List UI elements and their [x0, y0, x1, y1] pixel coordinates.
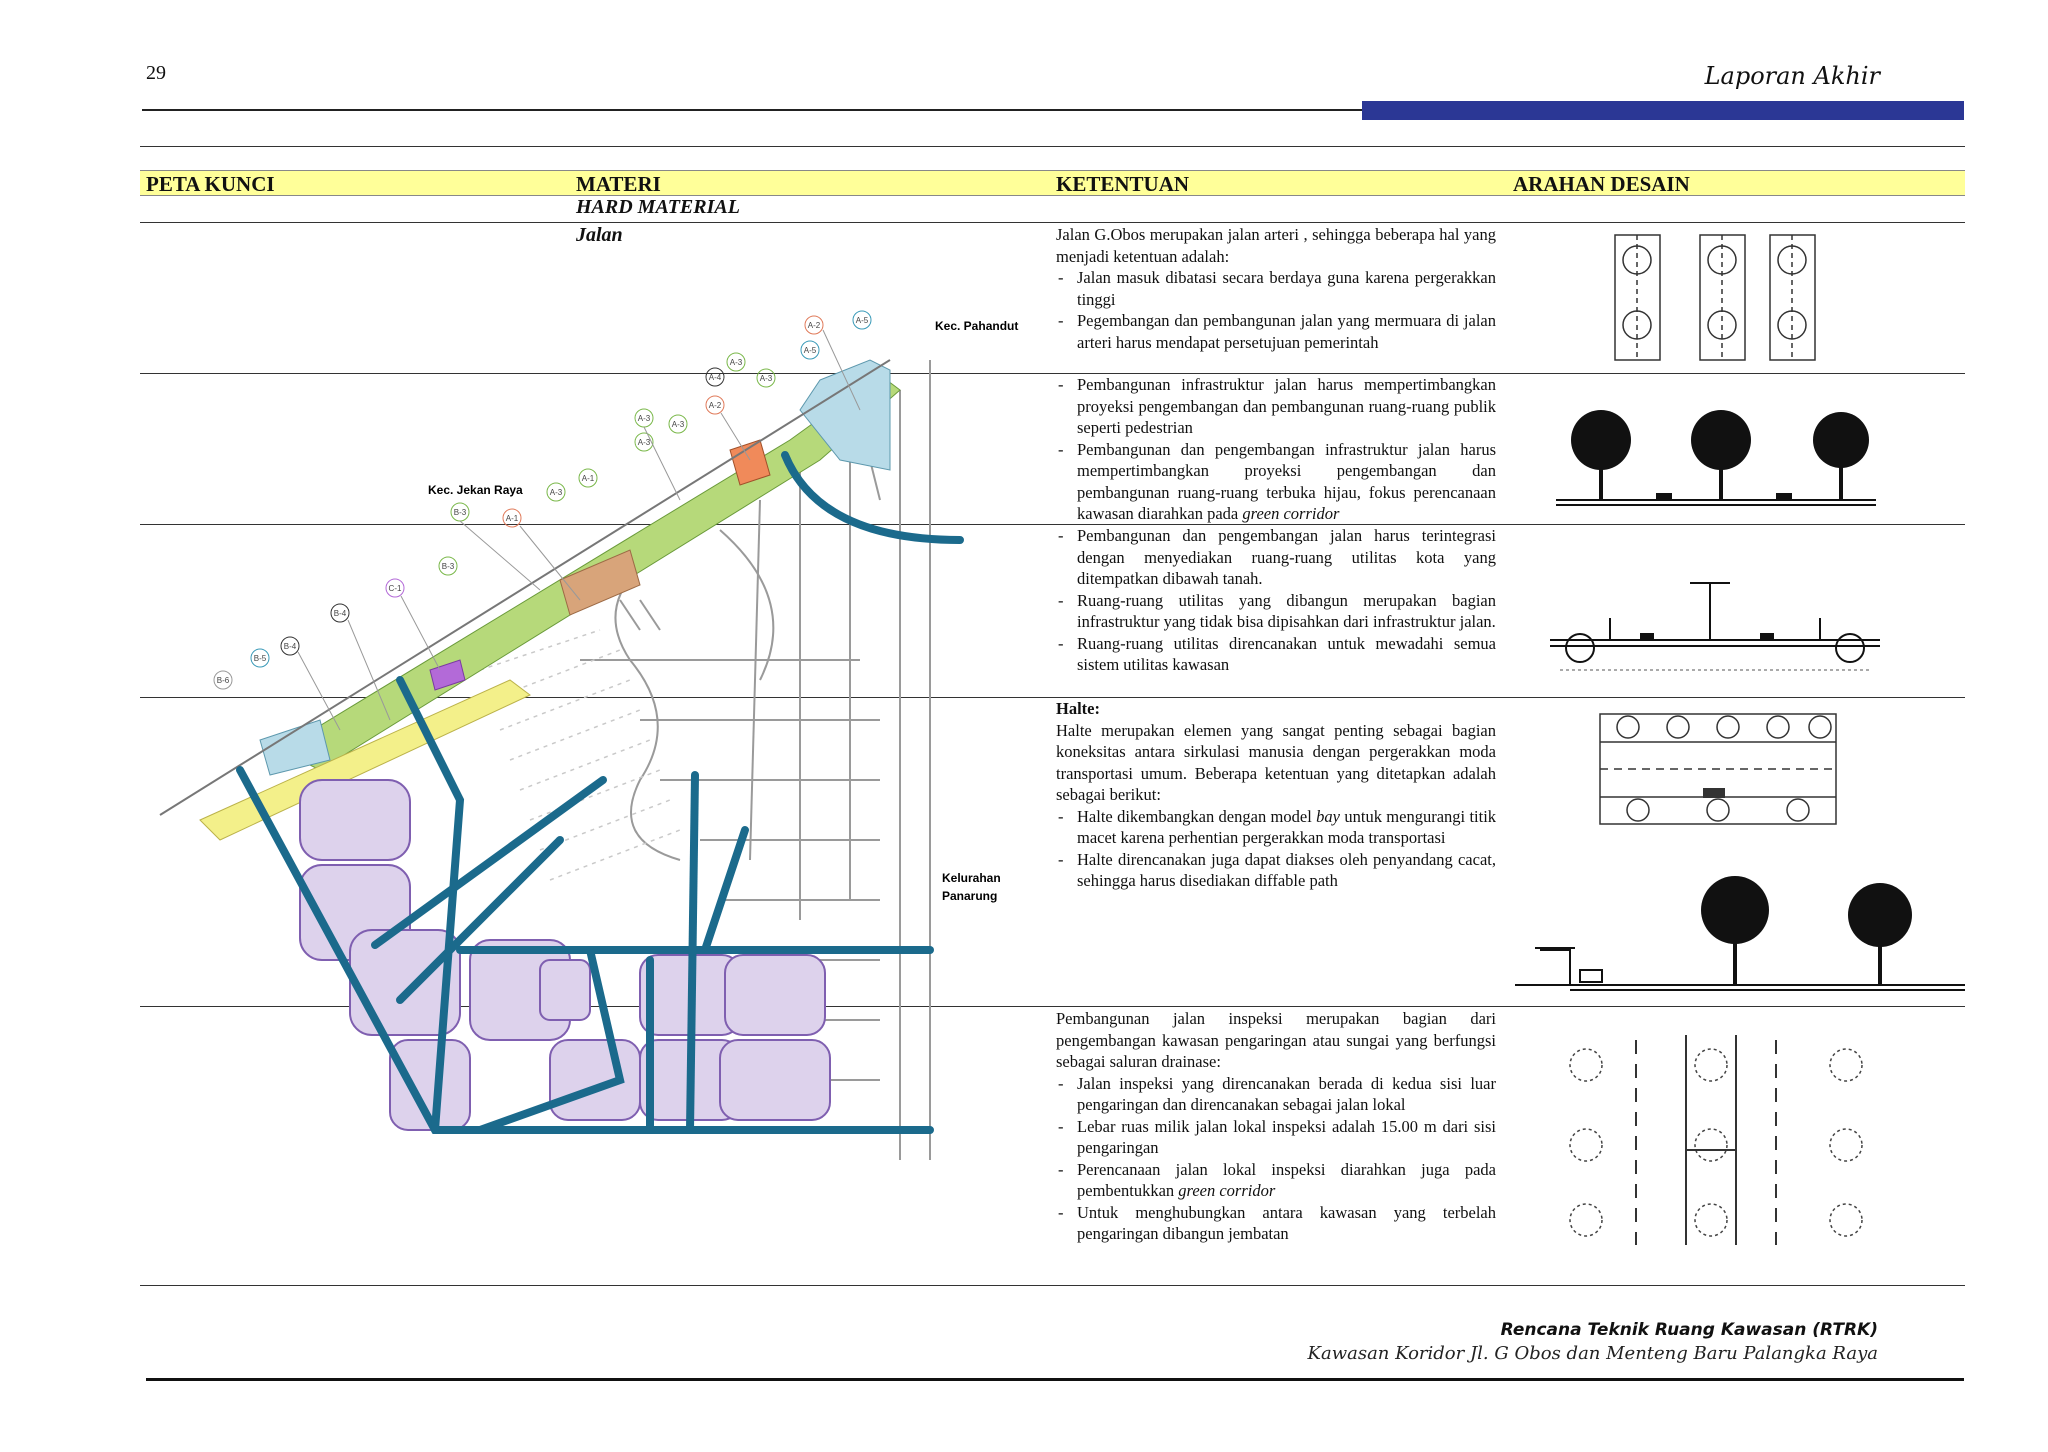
zone-code-label: B-3 — [441, 562, 455, 571]
zone-code-label: B-4 — [333, 609, 347, 618]
zone-code-label: A-3 — [549, 488, 563, 497]
road-section-trees-drawing — [1556, 405, 1876, 515]
map-label-kelurahan: Kelurahan — [942, 871, 1001, 885]
road-section-utility-drawing — [1550, 578, 1880, 678]
list-item: - Lebar ruas milik jalan lokal inspeksi adalah 15.00 m dari sisi pengaringan — [1056, 1116, 1496, 1159]
zone-code-label: A-2 — [708, 401, 722, 410]
zone-code-label: A-3 — [637, 438, 651, 447]
emphasis: green corridor — [1242, 504, 1340, 523]
list-item: - Pegembangan dan pembangunan jalan yang mermuara di jalan arteri harus mendapat persetujuan pemerintah — [1056, 310, 1496, 353]
header-rule — [142, 109, 1362, 111]
zone-code-label: B-5 — [253, 654, 267, 663]
list-item: - Jalan masuk dibatasi secara berdaya guna karena pergerakkan tinggi — [1056, 267, 1496, 310]
zone-code-label: A-1 — [581, 474, 595, 483]
halte-bay-plan-drawing — [1598, 712, 1838, 827]
emphasis: bay — [1316, 806, 1340, 826]
key-map — [160, 300, 1019, 1170]
zone-code-label: A-5 — [855, 316, 869, 325]
zone-code-label: A-3 — [637, 414, 651, 423]
list-item: - Ruang-ruang utilitas yang dibangun merupakan bagian infrastruktur yang tidak bisa dipisahkan dari infrastruktur jalan. — [1056, 590, 1496, 633]
list-item — [1056, 439, 1496, 525]
road-plan-drawing — [1610, 230, 1830, 365]
materi-section: HARD MATERIAL — [576, 196, 740, 218]
table-top-rule — [140, 146, 1965, 147]
list-item: - Ruang-ruang utilitas direncanakan untuk mewadahi semua sistem utilitas kawasan — [1056, 633, 1496, 676]
inspection-road-plan-drawing — [1556, 1030, 1876, 1245]
zone-code-label: A-3 — [671, 420, 685, 429]
table-header — [140, 170, 1965, 196]
map-label-pahandut: Kec. Pahandut — [935, 319, 1019, 333]
ketentuan-infrastruktur — [1056, 374, 1496, 525]
list-item: - Jalan inspeksi yang direncanakan berada di kedua sisi luar pengaringan dan direncanakan sebagai jalan lokal — [1056, 1073, 1496, 1116]
zone-code-label: C-1 — [388, 584, 402, 593]
footer-subtitle: Kawasan Koridor Jl. G Obos dan Menteng Baru Palangka Raya — [1307, 1343, 1878, 1364]
running-title: Laporan Akhir — [1704, 62, 1880, 90]
list-item: - Pembangunan infrastruktur jalan harus mempertimbangkan proyeksi pengembangan dan pembangunan ruang-ruang publik seperti pedestrian — [1056, 374, 1496, 439]
zone-code-label: A-2 — [807, 321, 821, 330]
zone-code-label: A-3 — [759, 374, 773, 383]
ketentuan-utilitas — [1056, 525, 1496, 676]
list-item: - Halte direncanakan juga dapat diakses oleh penyandang cacat, sehingga harus disediakan diffable path — [1056, 849, 1496, 892]
map-label-panarung: Panarung — [942, 889, 998, 903]
emphasis: green corridor — [1178, 1181, 1276, 1200]
zone-code-label: A-5 — [803, 346, 817, 355]
col-arahan-desain: ARAHAN DESAIN — [1513, 172, 1690, 196]
footer-title: Rencana Teknik Ruang Kawasan (RTRK) — [1500, 1320, 1878, 1340]
list-item: - Untuk menghubungkan antara kawasan yang terbelah pengaringan dibangun jembatan — [1056, 1202, 1496, 1245]
ketentuan-jalan — [1056, 224, 1496, 353]
row-rule — [140, 222, 1965, 223]
list-item-text: Perencanaan jalan lokal inspeksi diarahkan juga pada pembentukkan — [1077, 1159, 1496, 1200]
halte-title: Halte: — [1056, 699, 1100, 718]
ketentuan-halte — [1056, 698, 1496, 892]
header-accent-bar — [1362, 101, 1964, 120]
materi-item: Jalan — [576, 224, 623, 246]
col-peta-kunci: PETA KUNCI — [146, 172, 275, 196]
inspeksi-intro: Pembangunan jalan inspeksi merupakan bagian dari pengembangan kawasan pengaringan atau sungai yang berfungsi sebagai saluran drainase: — [1056, 1009, 1496, 1071]
zone-code-label: B-3 — [453, 508, 467, 517]
list-item-text: untuk mengurangi titik macet karena perhentian pergerakkan moda transportasi — [1077, 806, 1497, 847]
zone-callouts — [214, 311, 871, 730]
page-number: 29 — [146, 62, 166, 84]
map-label-jekan-raya: Kec. Jekan Raya — [428, 483, 523, 497]
col-materi: MATERI — [576, 172, 661, 196]
ketentuan-inspeksi — [1056, 1008, 1496, 1245]
zone-code-label: A-1 — [505, 514, 519, 523]
zone-code-label: A-3 — [729, 358, 743, 367]
list-item — [1056, 1159, 1496, 1202]
list-item: - Pembangunan dan pengembangan jalan harus terintegrasi dengan menyediakan ruang-ruang utilitas kota yang ditempatkan dibawah tanah. — [1056, 525, 1496, 590]
halte-intro: Halte merupakan elemen yang sangat penting sebagai bagian koneksitas antara sirkulasi manusia dengan pergerakkan moda transportasi umum. Beberapa ketentuan yang ditetapkan adalah sebagai berikut: — [1056, 720, 1496, 804]
zone-code-label: A-4 — [708, 373, 722, 382]
list-item-text: Pembangunan dan pengembangan infrastruktur jalan harus mempertimbangkan proyeksi pengembangan dan pembangunan ruang-ruang terbuka hijau, fokus perencanaan kawasan diarahkan pada — [1077, 439, 1496, 523]
footer-rule — [146, 1378, 1964, 1381]
zone-code-label: B-4 — [283, 642, 297, 651]
g-obos-centerline — [160, 360, 890, 815]
jalan-intro: Jalan G.Obos merupakan jalan arteri , sehingga beberapa hal yang menjadi ketentuan adalah: — [1056, 225, 1496, 266]
table-bottom-rule — [140, 1285, 1965, 1286]
list-item-text: Halte dikembangkan dengan model — [1077, 806, 1312, 826]
col-ketentuan: KETENTUAN — [1056, 172, 1190, 196]
zone-code-label: B-6 — [216, 676, 230, 685]
list-item — [1056, 806, 1496, 849]
halte-section-drawing — [1515, 870, 1965, 1005]
